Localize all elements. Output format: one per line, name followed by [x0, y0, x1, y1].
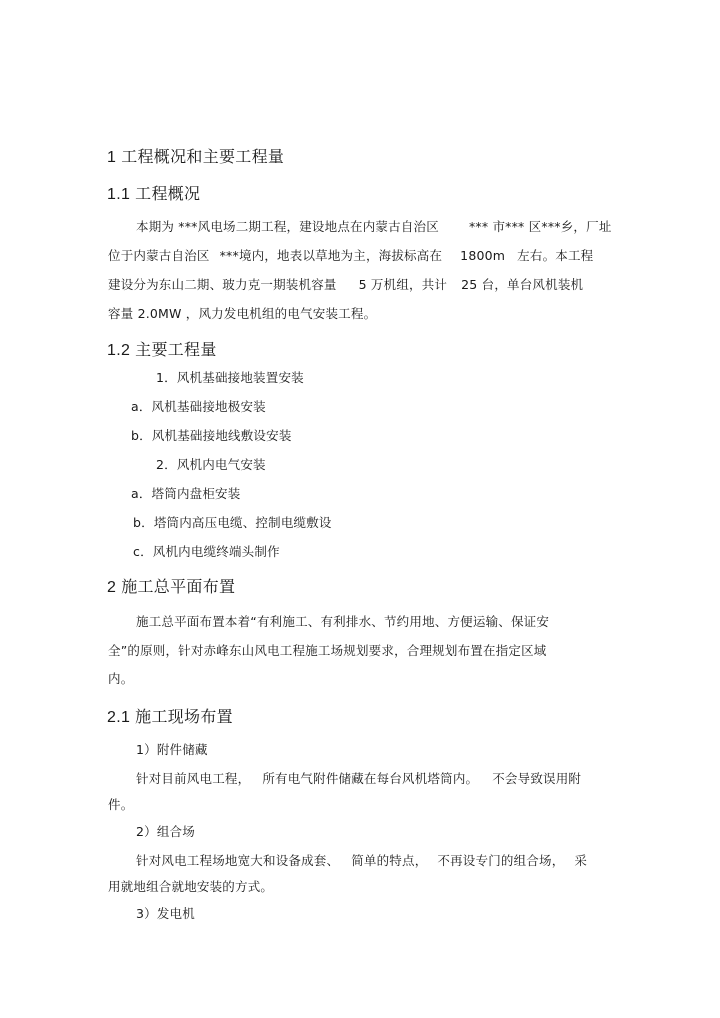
text-run: 建设分为东山二期、玻力克一期装机容量: [108, 277, 337, 292]
text-run: 25 台，单台风机装机: [461, 277, 584, 292]
section-number: 2.1: [107, 709, 131, 726]
list-item: 2．风机内电气安装: [156, 457, 266, 472]
list-item: 1．风机基础接地装置安装: [156, 370, 304, 385]
section-1-1-heading: [107, 181, 200, 204]
section-1-heading: [107, 144, 284, 167]
section-number: 1.1: [107, 186, 131, 203]
section-2-1-heading: [107, 704, 233, 727]
subsection-label: 3）发电机: [136, 906, 195, 921]
section-title: 工程概况和主要工程量: [121, 147, 285, 166]
text-run: 本期为 ***风电场二期工程，建设地点在内蒙古自治区: [136, 219, 439, 234]
paragraph-line: [136, 851, 587, 869]
text-run: 1800m: [460, 248, 506, 263]
paragraph-line: 全”的原则，针对赤峰东山风电工程施工场规划要求，合理规划布置在指定区域: [108, 643, 547, 658]
text-run: 用就地组合就地安装的方式。: [108, 879, 274, 894]
paragraph-line: [108, 795, 133, 813]
list-item: a．塔筒内盘柜安装: [131, 486, 241, 501]
text-run: 容量 2.0MW ，风力发电机组的电气安装工程。: [108, 306, 377, 321]
section-number: 2: [107, 579, 117, 596]
paragraph-line: 施工总平面布置本着“有利施工、有利排水、节约用地、方便运输、保证安: [136, 614, 550, 629]
paragraph-line: [108, 877, 273, 895]
section-title: 主要工程量: [135, 340, 217, 359]
subsection-label: 2）组合场: [136, 824, 195, 839]
paragraph-line: [136, 769, 581, 787]
list-item: a．风机基础接地极安装: [131, 399, 266, 414]
subsection-label: 1）附件储藏: [136, 742, 208, 757]
paragraph-line: [108, 246, 593, 264]
paragraph-line: 内。: [108, 671, 134, 686]
text-run: 简单的特点，: [351, 853, 428, 868]
section-number: 1.2: [107, 342, 131, 359]
section-number: 1: [107, 149, 117, 166]
list-item: c．风机内电缆终端头制作: [133, 544, 280, 559]
text-run: 所有电气附件储藏在每台风机塔筒内。: [262, 771, 479, 786]
text-run: 位于内蒙古自治区: [108, 248, 210, 263]
text-run: 采: [574, 853, 588, 868]
text-run: 针对目前风电工程，: [136, 771, 251, 786]
text-run: 5 万机组，共计: [358, 277, 448, 292]
text-run: 件。: [108, 797, 134, 812]
section-title: 工程概况: [135, 184, 201, 203]
section-1-2-heading: [107, 337, 217, 360]
text-run: 不会导致误用附: [492, 771, 582, 786]
text-run: ***境内，地表以草地为主，海拔标高在: [219, 248, 443, 263]
text-run: 左右。本工程: [517, 248, 594, 263]
text-run: 不再设专门的组合场，: [437, 853, 565, 868]
list-item: b．风机基础接地线敷设安装: [131, 428, 292, 443]
paragraph-line: [136, 217, 612, 235]
section-2-heading: [107, 574, 235, 597]
paragraph-line: [108, 304, 376, 322]
section-title: 施工现场布置: [135, 707, 233, 726]
section-title: 施工总平面布置: [121, 577, 236, 596]
list-item: b．塔筒内高压电缆、控制电缆敷设: [133, 515, 332, 530]
text-run: 针对风电工程场地宽大和设备成套、: [136, 853, 340, 868]
text-run: *** 市*** 区***乡，厂址: [468, 219, 612, 234]
paragraph-line: [108, 275, 583, 293]
